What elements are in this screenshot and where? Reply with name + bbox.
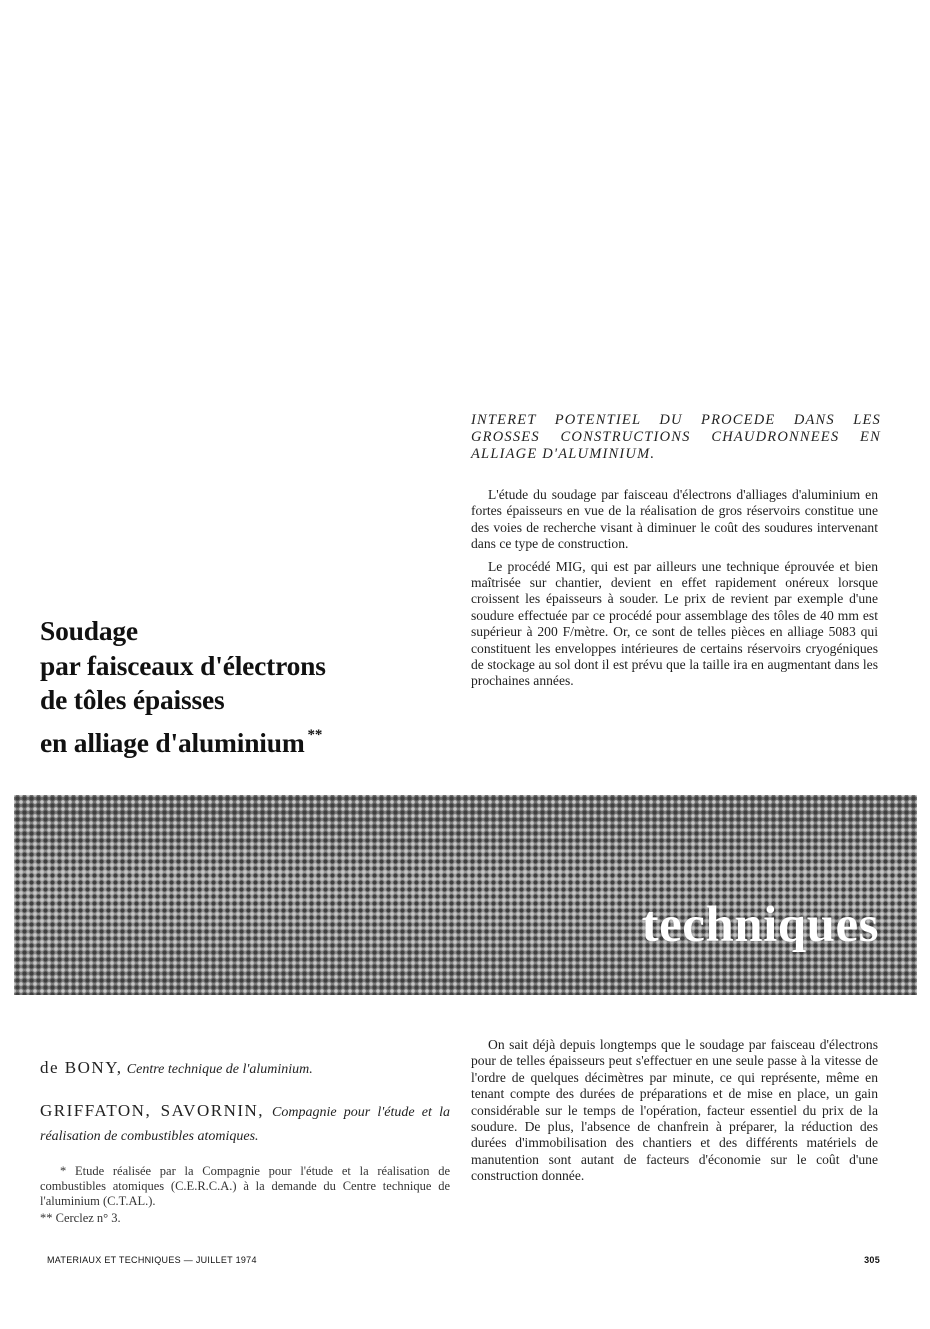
author-affiliation: Compagnie pour l'étude et la réalisation de combustibles atomiques. <box>40 1105 450 1144</box>
footnote: ** Cerclez n° 3. <box>40 1211 121 1225</box>
footnotes <box>40 1164 450 1226</box>
title-line: Soudage <box>40 615 138 646</box>
intro-column <box>471 487 878 696</box>
article-title <box>40 614 440 760</box>
footnote: * Etude réalisée par la Compagnie pour l'étude et la réalisation de combustibles atomiques (C.E.R.C.A.) à la demande du Centre technique de l'aluminium (C.T.AL.). <box>40 1164 450 1208</box>
author-name: de BONY, <box>40 1058 123 1077</box>
page-number: 305 <box>864 1255 880 1265</box>
body-paragraph: On sait déjà depuis longtemps que le soudage par faisceau d'électrons pour de telles épaisseurs peut s'effectuer en une seule passe à la vitesse de l'ordre de quelques décimètres par minute, ce qui représente, même en tenant compte des durées de préparations et de mise en place, un gain considérable sur le temps de l'opération, facteur essentiel du prix de la soudure. De plus, l'absence de chanfrein à préparer, la réduction des durées d'immobilisation des chantiers et des différents matériels de manutention sont autant de facteurs d'économie sur le coût d'une construction donnée. <box>471 1037 878 1184</box>
title-footnote-mark: ** <box>307 726 323 743</box>
body-column <box>471 1037 878 1191</box>
section-heading: INTERET POTENTIEL DU PROCEDE DANS LES GROSSES CONSTRUCTIONS CHAUDRONNEES EN ALLIAGE D'ALUMINIUM. <box>471 412 881 462</box>
title-line <box>40 718 440 761</box>
banner-label: techniques <box>641 897 879 953</box>
author-line-2 <box>40 1100 450 1148</box>
section-banner <box>14 795 917 995</box>
author-line-1 <box>40 1057 450 1081</box>
title-line: de tôles épaisses <box>40 684 225 715</box>
author-affiliation: Centre technique de l'aluminium. <box>126 1062 313 1077</box>
author-name: GRIFFATON, SAVORNIN, <box>40 1101 265 1120</box>
intro-paragraph: L'étude du soudage par faisceau d'électrons d'alliages d'aluminium en fortes épaisseurs en vue de la réalisation de gros réservoirs constitue une des voies de recherche visant à diminuer le coût des soudures intervenant dans ce type de construction. <box>471 487 878 552</box>
title-line: par faisceaux d'électrons <box>40 649 326 681</box>
journal-footer: MATERIAUX ET TECHNIQUES — JUILLET 1974 <box>47 1255 257 1265</box>
title-line-text: en alliage d'aluminium <box>40 726 305 758</box>
intro-paragraph: Le procédé MIG, qui est par ailleurs une technique éprouvée et bien maîtrisée sur chantier, devient en effet rapidement onéreux lorsque croissent les épaisseurs à souder. Le prix de revient par exemple d'une soudure effectuée par ce procédé pour assemblage des tôles de 40 mm est supérieur à 200 F/mètre. Or, ce sont de telles pièces en alliage 5083 qui constituent les enveloppes intérieures de certains réservoirs cryogéniques de stockage au sol dont il est prévu que la taille ira en augmentant dans les prochaines années. <box>471 558 878 689</box>
